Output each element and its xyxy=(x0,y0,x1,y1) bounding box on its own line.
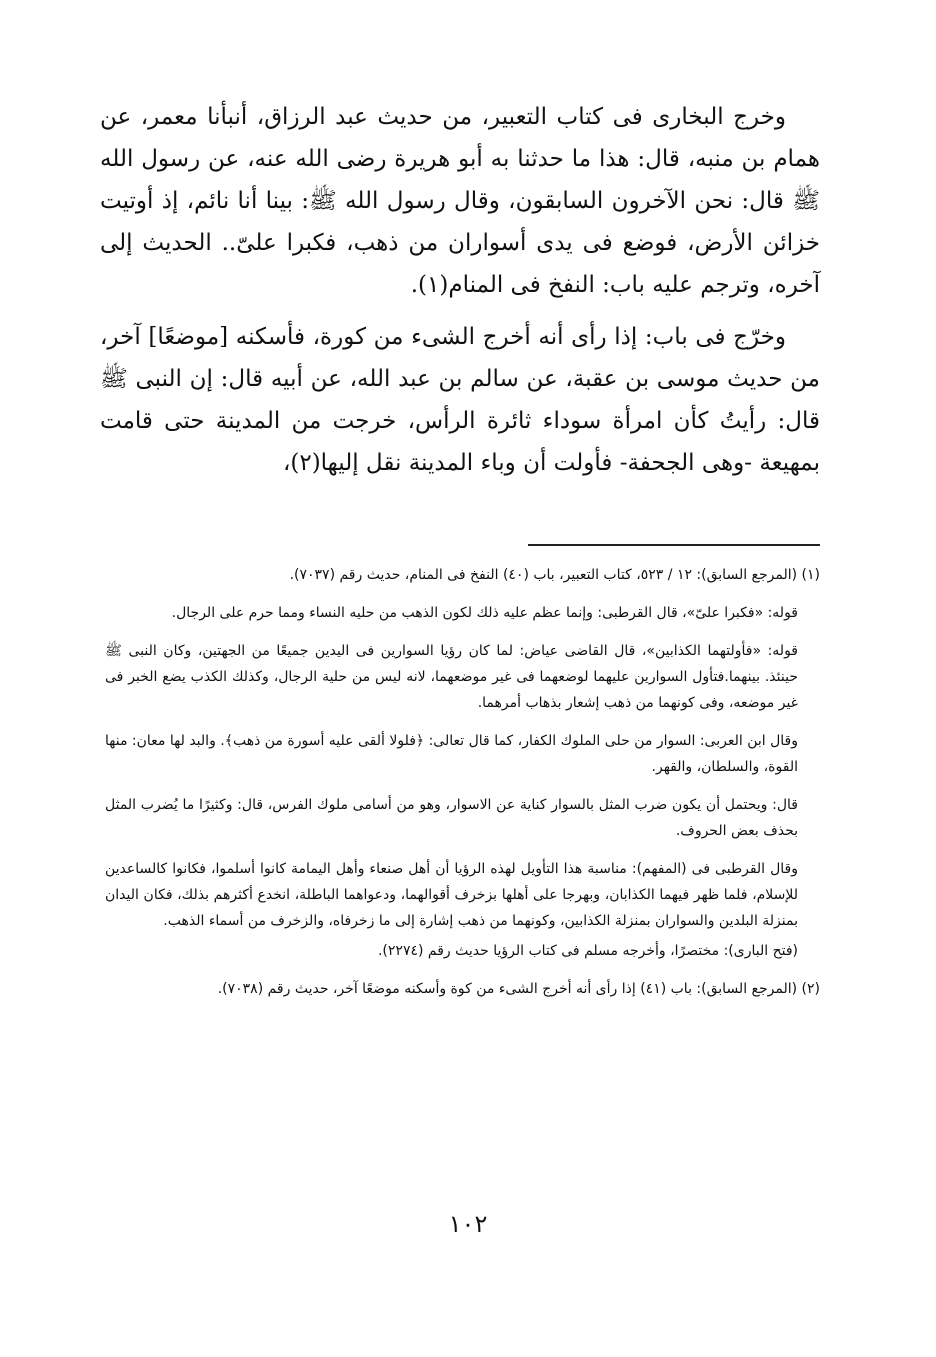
main-paragraph-1: وخرج البخارى فى كتاب التعبير، من حديث عبد الرزاق، أنبأنا معمر، عن همام بن منبه، قال: هذا ما حدثنا به أبو هريرة رضى الله عنه، عن رسول الله ﷺ قال: نحن الآخرون السابقون، وقال رسول الله ﷺ: بينا أنا نائم، إذ أوتيت خزائن الأرض، فوضع فى يدى أسواران من ذهب، فكبرا علىّ.. الحديث إلى آخره، وترجم عليه باب: النفخ فى المنام(١). xyxy=(100,104,820,298)
footnote-2-source: (٢) (المرجع السابق): باب (٤١) إذا رأى أنه أخرج الشىء من كوة وأسكنه موضعًا آخر، حديث رقم (٧٠٣٨). xyxy=(217,981,820,997)
main-paragraph-2: وخرّج فى باب: إذا رأى أنه أخرج الشىء من كورة، فأسكنه [موضعًا] آخر، من حديث موسى بن عقبة، عن سالم بن عبد الله، عن أبيه قال: إن النبى ﷺ قال: رأيتُ كأن امرأة سوداء ثائرة الرأس، خرجت من المدينة حتى قامت بمهيعة -وهى الجحفة- فأولت أن وباء المدينة نقل إليها(٢)، xyxy=(100,324,820,476)
footnote-divider xyxy=(528,544,820,546)
footnote-1-comment-qurtubi: قوله: «فكبرا علىّ»، قال القرطبى: وإنما عظم عليه ذلك لكون الذهب من حليه النساء ومما حرم على الرجال. xyxy=(171,605,798,621)
footnote-1-citation-fath: (فتح البارى): مختصرًا، وأخرجه مسلم فى كتاب الرؤيا حديث رقم (٢٢٧٤). xyxy=(377,943,798,959)
footnote-1-comment-iyad: قوله: «فأولتهما الكذابين»، قال القاضى عياض: لما كان رؤيا السوارين فى اليدين جميعًا من الجهتين، وكان النبى ﷺ حينئذ. بينهما.فتأول السوارين عليهما لوضعهما فى غير موضعهما، لانه ليس من حلية الرجال، وكذلك الكذب يضع الخبر فى غير موضعه، وفى كونهما من ذهب إشعار بذهاب أمرهما. xyxy=(105,643,798,711)
main-text-block xyxy=(100,96,820,484)
footnote-1-comment-mufhim: وقال القرطبى فى (المفهم): مناسبة هذا التأويل لهذه الرؤيا أن أهل صنعاء وأهل اليمامة كانوا أسلموا، فكانوا كالساعدين للإسلام، فلما ظهر فيهما الكذابان، وبهرجا على أهلها بزخرف أقوالهما، ودعواهما الباطلة، انخدع أكثرهم بذلك، فكان اليدان بمنزلة البلدين والسواران بمنزلة الكذابين، وكونهما من ذهب إشارة إلى ما زخرفاه، والزخرف من أسماء الذهب. xyxy=(105,861,798,929)
page-number: ١٠٢ xyxy=(448,1210,488,1238)
footnote-1-source: (١) (المرجع السابق): ١٢ / ٥٢٣، كتاب التعبير، باب (٤٠) النفخ فى المنام، حديث رقم (٧٠٣٧). xyxy=(289,567,820,583)
footnotes-block xyxy=(105,562,820,1014)
footnote-1-comment-ibn-arabi: وقال ابن العربى: السوار من حلى الملوك الكفار، كما قال تعالى: ﴿فلولا ألقى عليه أسورة من ذهب﴾. والبد لها معان: منها القوة، والسلطان، والقهر. xyxy=(105,733,798,775)
footnote-1-comment-asawir: قال: ويحتمل أن يكون ضرب المثل بالسوار كناية عن الاسوار، وهو من أسامى ملوك الفرس، قال: وكثيرًا ما يُضرب المثل بحذف بعض الحروف. xyxy=(105,797,798,839)
